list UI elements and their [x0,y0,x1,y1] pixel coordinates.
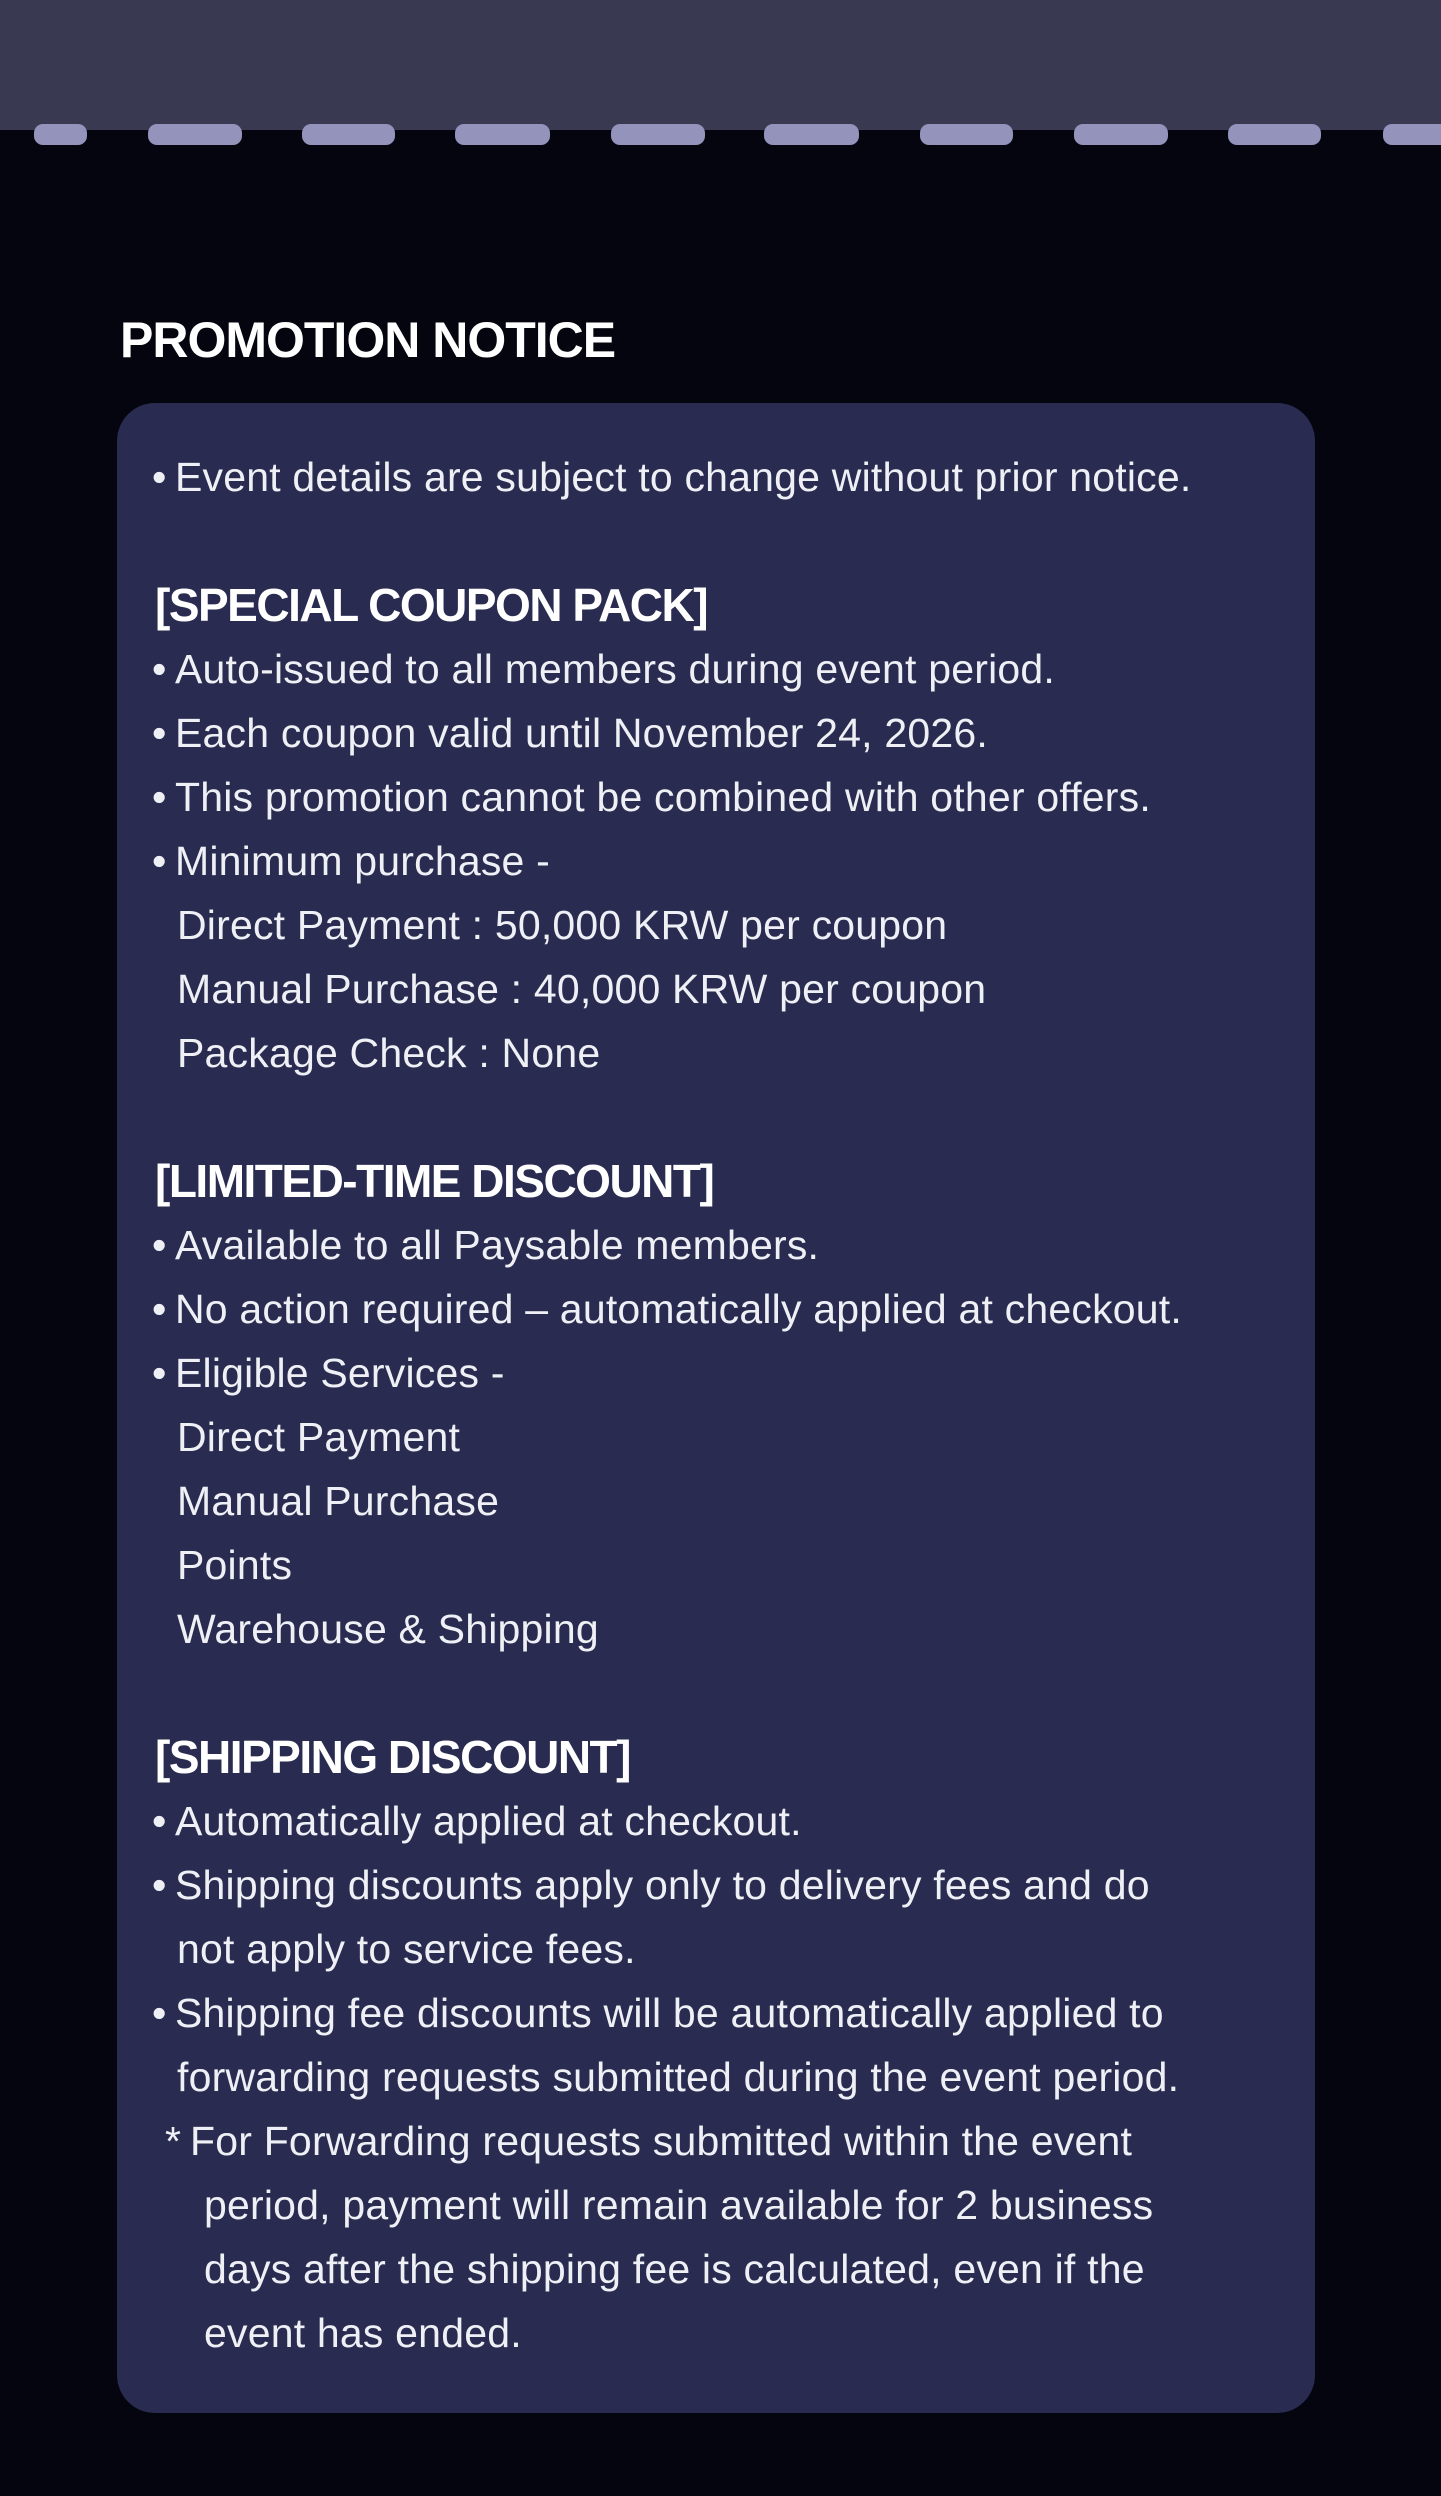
notice-line-text: Manual Purchase : 40,000 KRW per coupon [177,966,987,1012]
notice-line-text: Package Check : None [177,1030,601,1076]
bullet-marker: • [152,454,167,500]
notice-line-gap [152,1661,1285,1725]
dash-segment [148,124,242,145]
notice-line-sub [152,1021,1285,1085]
notice-line-text: Shipping discounts apply only to delivery fees and do [175,1862,1150,1908]
dash-segment [764,124,859,145]
dash-segment [302,124,395,145]
notice-line-gap [152,509,1285,573]
dash-segment [34,124,87,145]
bullet-marker: • [152,1222,167,1268]
notice-line-text: For Forwarding requests submitted within the event [190,2118,1133,2164]
notice-line-notecont [152,2301,1285,2365]
notice-line-note [152,2109,1285,2173]
bullet-marker: • [152,1990,167,2036]
notice-line-notecont [152,2237,1285,2301]
notice-line-text: event has ended. [204,2310,522,2356]
notice-line-sub [152,1597,1285,1661]
notice-line-bullet [152,637,1285,701]
notice-line-text: Eligible Services - [175,1350,505,1396]
notice-line-notecont [152,2173,1285,2237]
notice-line-text: Available to all Paysable members. [175,1222,820,1268]
notice-line-text: Direct Payment [177,1414,461,1460]
notice-line-bullet [152,701,1285,765]
notice-line-gap [152,1085,1285,1149]
notice-card [117,403,1315,2413]
notice-line-text: This promotion cannot be combined with other offers. [175,774,1151,820]
notice-line-text: [SPECIAL COUPON PACK] [155,579,708,631]
notice-line-text: Automatically applied at checkout. [175,1798,802,1844]
asterisk-marker: * [165,2118,182,2164]
bullet-marker: • [152,1862,167,1908]
notice-line-header [152,1725,1285,1789]
notice-line-text: period, payment will remain available for 2 business [204,2182,1154,2228]
bullet-marker: • [152,710,167,756]
bullet-marker: • [152,774,167,820]
notice-line-cont [152,1917,1285,1981]
bullet-marker: • [152,1350,167,1396]
notice-line-text: Minimum purchase - [175,838,550,884]
dash-segment [1074,124,1168,145]
dash-segment [920,124,1013,145]
dash-segment [611,124,705,145]
notice-line-text: Manual Purchase [177,1478,500,1524]
notice-line-sub [152,1405,1285,1469]
notice-line-text: Event details are subject to change without prior notice. [175,454,1192,500]
notice-line-bullet [152,829,1285,893]
bullet-marker: • [152,646,167,692]
notice-line-text: Warehouse & Shipping [177,1606,599,1652]
notice-line-bullet [152,445,1285,509]
notice-line-bullet [152,1213,1285,1277]
notice-line-text: Points [177,1542,293,1588]
notice-line-cont [152,2045,1285,2109]
page-title: PROMOTION NOTICE [120,312,616,368]
bullet-marker: • [152,1798,167,1844]
notice-line-bullet [152,765,1285,829]
notice-line-text: forwarding requests submitted during the event period. [177,2054,1180,2100]
perforation-dashes [0,124,1441,145]
notice-line-text: Direct Payment : 50,000 KRW per coupon [177,902,948,948]
notice-line-bullet [152,1341,1285,1405]
notice-line-header [152,1149,1285,1213]
notice-line-bullet [152,1853,1285,1917]
notice-line-bullet [152,1789,1285,1853]
notice-line-text: Auto-issued to all members during event period. [175,646,1055,692]
notice-line-text: [SHIPPING DISCOUNT] [155,1731,630,1783]
dash-segment [1383,124,1441,145]
notice-line-bullet [152,1277,1285,1341]
notice-line-text: Each coupon valid until November 24, 2026. [175,710,988,756]
bullet-marker: • [152,1286,167,1332]
notice-line-sub [152,1533,1285,1597]
notice-line-text: Shipping fee discounts will be automatically applied to [175,1990,1164,2036]
notice-line-text: not apply to service fees. [177,1926,636,1972]
notice-line-text: days after the shipping fee is calculated, even if the [204,2246,1145,2292]
notice-line-text: No action required – automatically applied at checkout. [175,1286,1182,1332]
dash-segment [455,124,550,145]
dash-segment [1228,124,1321,145]
notice-line-text: [LIMITED-TIME DISCOUNT] [155,1155,714,1207]
notice-line-sub [152,957,1285,1021]
notice-line-sub [152,893,1285,957]
banner-bottom-strip [0,0,1441,130]
notice-line-bullet [152,1981,1285,2045]
notice-line-header [152,573,1285,637]
notice-line-sub [152,1469,1285,1533]
bullet-marker: • [152,838,167,884]
